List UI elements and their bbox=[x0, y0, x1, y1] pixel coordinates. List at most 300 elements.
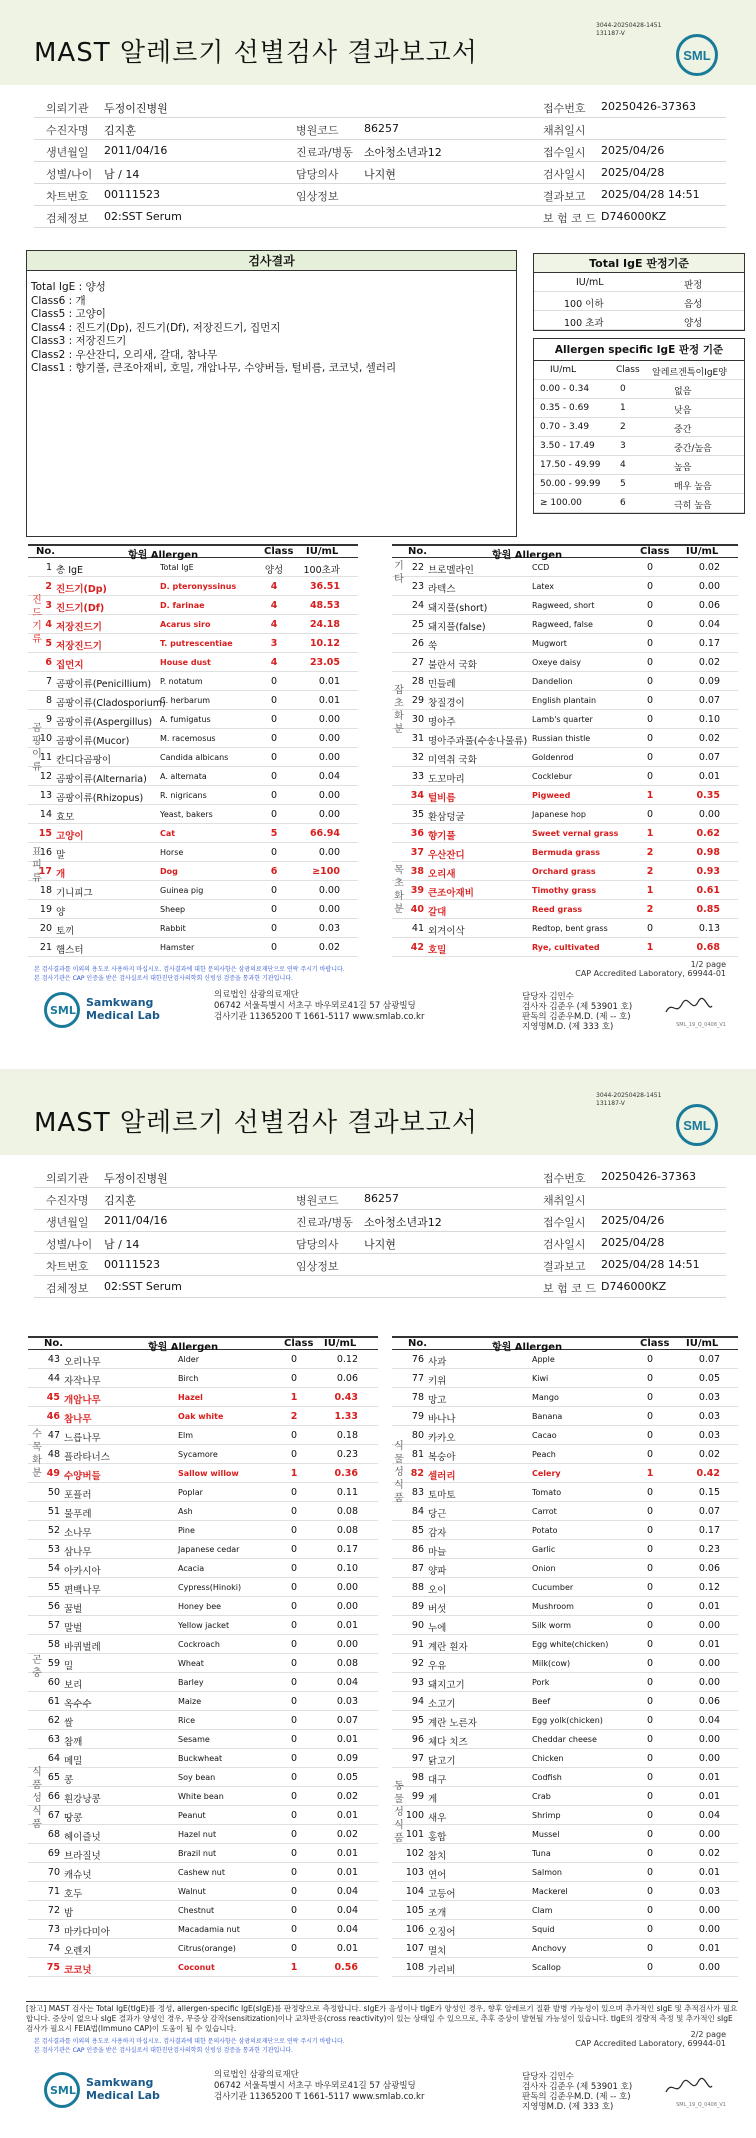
allergen-name-ko: 멸치 bbox=[428, 1946, 447, 1957]
allergen-class: 0 bbox=[290, 1715, 298, 1726]
addr-line: 검사기관 11365200 T 1661-5117 www.smlab.co.kr bbox=[214, 1012, 425, 1022]
allergen-class: 0 bbox=[270, 790, 278, 801]
allergen-no: 77 bbox=[411, 1373, 424, 1384]
allergen-no: 44 bbox=[47, 1373, 60, 1384]
allergen-row bbox=[392, 900, 738, 919]
allergen-no: 50 bbox=[47, 1487, 60, 1498]
allergen-no: 61 bbox=[47, 1696, 60, 1707]
allergen-no: 80 bbox=[411, 1430, 424, 1441]
allergen-iu: 0.09 bbox=[336, 1753, 358, 1764]
group-label: 잡초화분 bbox=[394, 685, 404, 735]
allergen-class: 1 bbox=[290, 1468, 298, 1479]
org-label: 의뢰기관 bbox=[46, 102, 89, 115]
sex-age-value: 남 / 14 bbox=[104, 1238, 140, 1251]
allergen-row bbox=[392, 1540, 738, 1559]
header-allergen: 항원 Allergen bbox=[148, 1342, 219, 1353]
test-date-label: 검사일시 bbox=[543, 1238, 586, 1251]
allergen-name-ko: 양파 bbox=[428, 1566, 447, 1577]
allergen-iu: 0.01 bbox=[698, 771, 720, 782]
allergen-no: 3 bbox=[45, 600, 52, 611]
allergen-name-en: Sweet vernal grass bbox=[532, 829, 619, 838]
page-title: MAST 알레르기 선별검사 결과보고서 bbox=[34, 1108, 478, 1138]
allergen-name-en: Banana bbox=[532, 1412, 563, 1421]
allergen-criteria-title: Allergen specific IgE 판정 기준 bbox=[534, 339, 744, 361]
logo-text: SML bbox=[683, 1117, 711, 1133]
allergen-iu: 0.23 bbox=[336, 1449, 358, 1460]
allergen-name-ko: 곰팡이류(Aspergillus) bbox=[56, 717, 153, 728]
allergen-no: 108 bbox=[405, 1962, 424, 1973]
allergen-name-en: Yellow jacket bbox=[178, 1621, 230, 1630]
criteria-class: 5 bbox=[620, 479, 626, 489]
allergen-iu: 0.01 bbox=[698, 1867, 720, 1878]
allergen-row bbox=[392, 634, 738, 653]
allergen-iu: 0.00 bbox=[318, 885, 340, 896]
allergen-no: 89 bbox=[411, 1601, 424, 1612]
allergen-name-ko: 삼나무 bbox=[64, 1547, 92, 1558]
allergen-class: 0 bbox=[646, 1924, 654, 1935]
allergen-no: 20 bbox=[39, 923, 52, 934]
criteria-row bbox=[534, 475, 744, 494]
allergen-iu: 0.02 bbox=[698, 562, 720, 573]
allergen-name-ko: 밀 bbox=[64, 1661, 74, 1672]
sex-age-label: 성별/나이 bbox=[46, 1238, 93, 1251]
allergen-row bbox=[28, 938, 358, 957]
criteria-class: 1 bbox=[620, 403, 626, 413]
allergen-no: 95 bbox=[411, 1715, 424, 1726]
receipt-no-label: 접수번호 bbox=[543, 102, 586, 115]
note-line: 본 검사기관은 CAP 인증을 받은 검사실로서 대한진단검사의학회 신빙성 검증을 통과한 기관입니다. bbox=[34, 975, 293, 982]
allergen-name-en: D. farinae bbox=[160, 601, 205, 610]
sml-logo-icon bbox=[676, 34, 718, 76]
criteria-range: 0.70 - 3.49 bbox=[540, 422, 590, 432]
allergen-no: 41 bbox=[411, 923, 424, 934]
allergen-class: 6 bbox=[270, 866, 278, 877]
allergen-row bbox=[392, 786, 738, 805]
allergen-no: 55 bbox=[47, 1582, 60, 1593]
allergen-no: 63 bbox=[47, 1734, 60, 1745]
doctor-line: 담당자 김민수 bbox=[522, 2072, 574, 2082]
allergen-name-en: Apple bbox=[532, 1355, 555, 1364]
allergen-name-ko: 보리 bbox=[64, 1680, 83, 1691]
allergen-class: 0 bbox=[646, 1886, 654, 1897]
allergen-iu: 0.00 bbox=[336, 1601, 358, 1612]
receipt-date-value: 2025/04/26 bbox=[601, 1214, 665, 1227]
lab-name-line: Medical Lab bbox=[86, 2089, 160, 2102]
addr-line: 06742 서울특별시 서초구 바우뫼로41길 57 삼광빌딩 bbox=[214, 2081, 416, 2091]
allergen-iu: 48.53 bbox=[309, 600, 340, 611]
doctor-line: 지영명M.D. (제 333 호) bbox=[522, 2102, 614, 2112]
allergen-name-ko: 토끼 bbox=[56, 926, 75, 937]
allergen-no: 21 bbox=[39, 942, 52, 953]
allergen-row bbox=[392, 1616, 738, 1635]
allergen-no: 23 bbox=[411, 581, 424, 592]
doctor-line: 검사자 김준우 (제 53901 호) bbox=[522, 1002, 633, 1012]
allergen-no: 22 bbox=[411, 562, 424, 573]
allergen-row bbox=[392, 1483, 738, 1502]
allergen-iu: 0.15 bbox=[698, 1487, 720, 1498]
allergen-name-en: Latex bbox=[532, 582, 555, 591]
addr-line: 의료법인 삼광의료재단 bbox=[214, 990, 299, 1000]
allergen-row bbox=[28, 1426, 378, 1445]
dept-value: 소아청소년과12 bbox=[364, 146, 442, 159]
logo-text: SML bbox=[50, 1004, 76, 1017]
allergen-name-ko: 물푸레 bbox=[64, 1509, 92, 1520]
allergen-class: 0 bbox=[290, 1506, 298, 1517]
allergen-class: 0 bbox=[646, 1601, 654, 1612]
allergen-no: 54 bbox=[47, 1563, 60, 1574]
allergen-name-ko: 저장진드기 bbox=[56, 622, 102, 633]
allergen-iu: 0.10 bbox=[698, 714, 720, 725]
allergen-row bbox=[28, 1882, 378, 1901]
allergen-no: 37 bbox=[410, 847, 424, 858]
allergen-name-ko: 환삼덩굴 bbox=[428, 812, 465, 823]
version-label: SML_19_Q_0408_V1 bbox=[676, 2102, 726, 2108]
criteria-range: 3.50 - 17.49 bbox=[540, 441, 595, 451]
allergen-iu: 0.62 bbox=[696, 828, 720, 839]
allergen-no: 14 bbox=[39, 809, 52, 820]
allergen-iu: 0.03 bbox=[318, 923, 340, 934]
allergen-row bbox=[392, 1407, 738, 1426]
allergen-name-ko: 카카오 bbox=[428, 1433, 456, 1444]
allergen-class: 0 bbox=[290, 1734, 298, 1745]
lab-name bbox=[86, 2076, 160, 2102]
allergen-iu: 0.06 bbox=[698, 1696, 720, 1707]
allergen-row bbox=[28, 919, 358, 938]
allergen-iu: 0.00 bbox=[698, 809, 720, 820]
allergen-row bbox=[28, 900, 358, 919]
allergen-no: 78 bbox=[411, 1392, 424, 1403]
result-line: Class3 : 저장진드기 bbox=[31, 335, 127, 347]
allergen-iu: 0.00 bbox=[318, 752, 340, 763]
allergen-iu: 0.08 bbox=[336, 1506, 358, 1517]
allergen-name-en: Chicken bbox=[532, 1754, 564, 1763]
allergen-row bbox=[28, 1730, 378, 1749]
allergen-iu: 0.04 bbox=[698, 619, 720, 630]
allergen-name-en: R. nigricans bbox=[160, 791, 207, 800]
allergen-class: 0 bbox=[290, 1639, 298, 1650]
allergen-iu: 0.00 bbox=[698, 1905, 720, 1916]
allergen-iu: 0.06 bbox=[698, 1563, 720, 1574]
allergen-class: 0 bbox=[646, 771, 654, 782]
allergen-row bbox=[392, 881, 738, 900]
allergen-name-ko: 수양버들 bbox=[64, 1471, 101, 1482]
allergen-row bbox=[28, 1350, 378, 1369]
allergen-name-ko: 사과 bbox=[428, 1357, 447, 1368]
allergen-class: 0 bbox=[646, 638, 654, 649]
allergen-row bbox=[392, 729, 738, 748]
allergen-name-ko: 호두 bbox=[64, 1889, 83, 1900]
allergen-row bbox=[28, 691, 358, 710]
allergen-iu: 0.11 bbox=[336, 1487, 358, 1498]
allergen-name-en: Total IgE bbox=[160, 563, 194, 572]
allergen-iu: 100초과 bbox=[303, 565, 340, 576]
allergen-name-ko: 기니피그 bbox=[56, 888, 93, 899]
criteria-range: 50.00 - 99.99 bbox=[540, 479, 601, 489]
allergen-class: 0 bbox=[290, 1886, 298, 1897]
doctor-line: 판독의 김준우M.D. (제 -- 호) bbox=[522, 1012, 631, 1022]
header-class: Class bbox=[640, 546, 670, 557]
allergen-row bbox=[392, 1939, 738, 1958]
allergen-row bbox=[392, 1369, 738, 1388]
allergen-name-ko: 불란서 국화 bbox=[428, 660, 477, 671]
receipt-no-label: 접수번호 bbox=[543, 1172, 586, 1185]
allergen-name-en: Timothy grass bbox=[532, 886, 597, 895]
criteria-row bbox=[534, 399, 744, 418]
allergen-class: 0 bbox=[646, 923, 654, 934]
allergen-name-en: Redtop, bent grass bbox=[532, 924, 608, 933]
criteria-rows bbox=[534, 380, 744, 513]
allergen-class: 3 bbox=[270, 638, 278, 649]
allergen-no: 72 bbox=[47, 1905, 60, 1916]
allergen-name-en: Sycamore bbox=[178, 1450, 218, 1459]
allergen-name-en: Birch bbox=[178, 1374, 199, 1383]
allergen-name-ko: 말 bbox=[56, 850, 66, 861]
allergen-name-ko: 포플러 bbox=[64, 1490, 92, 1501]
allergen-name-ko: 개 bbox=[56, 869, 66, 880]
allergen-iu: 0.85 bbox=[696, 904, 720, 915]
total-ige-criteria-title: Total IgE 판정기준 bbox=[534, 254, 744, 273]
allergen-name-en: Candida albicans bbox=[160, 753, 229, 762]
group-label: 식물성식품 bbox=[394, 1441, 404, 1504]
allergen-class: 0 bbox=[646, 1487, 654, 1498]
allergen-iu: 0.61 bbox=[696, 885, 720, 896]
allergen-name-ko: 메밀 bbox=[64, 1756, 83, 1767]
test-date-value: 2025/04/28 bbox=[601, 166, 665, 179]
allergen-name-ko: 바퀴벌레 bbox=[64, 1642, 101, 1653]
allergen-row bbox=[28, 1502, 378, 1521]
allergen-name-en: Mugwort bbox=[532, 639, 567, 648]
allergen-iu: 0.35 bbox=[696, 790, 720, 801]
allergen-no: 42 bbox=[410, 942, 424, 953]
criteria-level: 중간 bbox=[674, 425, 692, 435]
allergen-class: 1 bbox=[646, 942, 654, 953]
allergen-name-en: Wheat bbox=[178, 1659, 204, 1668]
version-label: SML_19_Q_0408_V1 bbox=[676, 1022, 726, 1028]
allergen-name-en: Mushroom bbox=[532, 1602, 574, 1611]
allergen-class: 0 bbox=[290, 1544, 298, 1555]
allergen-iu: 0.12 bbox=[336, 1354, 358, 1365]
allergen-iu: 0.68 bbox=[696, 942, 720, 953]
group-label: 표피류 bbox=[32, 847, 42, 884]
allergen-no: 74 bbox=[47, 1943, 60, 1954]
allergen-name-en: Oak white bbox=[178, 1412, 224, 1421]
allergen-class: 0 bbox=[290, 1753, 298, 1764]
allergen-name-ko: 마늘 bbox=[428, 1547, 447, 1558]
allergen-row bbox=[392, 1920, 738, 1939]
allergen-row bbox=[28, 1825, 378, 1844]
allergen-name-ko: 브라질넛 bbox=[64, 1851, 101, 1862]
allergen-row bbox=[28, 1407, 378, 1426]
allergen-no: 98 bbox=[411, 1772, 424, 1783]
allergen-class: 0 bbox=[646, 1791, 654, 1802]
allergen-name-ko: 체다 치즈 bbox=[428, 1737, 468, 1748]
allergen-name-en: Pine bbox=[178, 1526, 195, 1535]
allergen-name-en: Rabbit bbox=[160, 924, 186, 933]
allergen-class: 0 bbox=[646, 1810, 654, 1821]
allergen-iu: 0.04 bbox=[698, 1715, 720, 1726]
allergen-class: 4 bbox=[270, 581, 278, 592]
hosp-code-value: 86257 bbox=[364, 1192, 399, 1205]
allergen-row bbox=[392, 1673, 738, 1692]
allergen-no: 84 bbox=[411, 1506, 424, 1517]
allergen-name-en: Silk worm bbox=[532, 1621, 572, 1630]
allergen-name-en: M. racemosus bbox=[160, 734, 216, 743]
allergen-name-ko: 참나무 bbox=[64, 1414, 92, 1425]
allergen-name-ko: 햄스터 bbox=[56, 945, 84, 956]
allergen-name-en: Russian thistle bbox=[532, 734, 591, 743]
doctor-list bbox=[522, 2072, 632, 2112]
allergen-class: 1 bbox=[646, 1468, 654, 1479]
allergen-name-en: CCD bbox=[532, 563, 550, 572]
info-row bbox=[34, 162, 726, 184]
receipt-date-value: 2025/04/26 bbox=[601, 144, 665, 157]
allergen-name-en: Carrot bbox=[532, 1507, 557, 1516]
allergen-name-ko: 명아주 bbox=[428, 717, 456, 728]
allergen-iu: 0.02 bbox=[698, 1449, 720, 1460]
allergen-no: 73 bbox=[47, 1924, 60, 1935]
allergen-no: 56 bbox=[47, 1601, 60, 1612]
allergen-name-en: Hazel nut bbox=[178, 1830, 217, 1839]
header-allergen: 항원 Allergen bbox=[492, 1342, 563, 1353]
allergen-no: 100 bbox=[405, 1810, 424, 1821]
allergen-iu: 0.01 bbox=[336, 1810, 358, 1821]
allergen-row bbox=[28, 672, 358, 691]
birth-value: 2011/04/16 bbox=[104, 1214, 168, 1227]
allergen-name-ko: 돼지풀(short) bbox=[428, 603, 488, 614]
allergen-class: 1 bbox=[646, 885, 654, 896]
allergen-iu: 0.00 bbox=[698, 1734, 720, 1745]
allergen-class: 2 bbox=[290, 1411, 298, 1422]
allergen-row bbox=[28, 748, 358, 767]
allergen-row bbox=[392, 1445, 738, 1464]
allergen-no: 1 bbox=[45, 562, 52, 573]
allergen-iu: 0.01 bbox=[336, 1943, 358, 1954]
criteria-level: 매우 높음 bbox=[674, 482, 712, 492]
allergen-iu: 0.02 bbox=[318, 942, 340, 953]
logo-text: SML bbox=[50, 2084, 76, 2097]
patient-label: 수진자명 bbox=[46, 124, 89, 137]
lab-name-line: Medical Lab bbox=[86, 1009, 160, 1022]
cap-label: CAP Accredited Laboratory, 69944-01 bbox=[575, 2039, 726, 2048]
code-line: 131187-V bbox=[596, 30, 625, 37]
allergen-class: 0 bbox=[290, 1791, 298, 1802]
insurance-label: 보 험 코 드 bbox=[543, 212, 596, 225]
allergen-name-en: Japanese hop bbox=[532, 810, 586, 819]
allergen-class: 0 bbox=[646, 714, 654, 725]
allergen-row bbox=[392, 767, 738, 786]
allergen-name-ko: 가리비 bbox=[428, 1965, 456, 1976]
allergen-name-en: C. herbarum bbox=[160, 696, 211, 705]
criteria-level: 낮음 bbox=[674, 406, 692, 416]
total-ige-criteria bbox=[533, 253, 745, 331]
allergen-name-ko: 향기풀 bbox=[428, 831, 456, 842]
criteria-row bbox=[534, 380, 744, 399]
allergen-name-en: Clam bbox=[532, 1906, 553, 1915]
header-iu: IU/mL bbox=[324, 1338, 357, 1349]
allergen-row bbox=[28, 1635, 378, 1654]
info-row bbox=[34, 1166, 726, 1188]
allergen-iu: 23.05 bbox=[309, 657, 340, 668]
allergen-row bbox=[392, 805, 738, 824]
info-row bbox=[34, 140, 726, 162]
allergen-name-en: Goldenrod bbox=[532, 753, 574, 762]
allergen-name-ko: 마카다미아 bbox=[64, 1927, 110, 1938]
allergen-iu: 0.09 bbox=[698, 676, 720, 687]
allergen-name-en: Potato bbox=[532, 1526, 558, 1535]
allergen-iu: 0.00 bbox=[318, 714, 340, 725]
addr-line: 의료법인 삼광의료재단 bbox=[214, 2070, 299, 2080]
allergen-no: 7 bbox=[45, 676, 52, 687]
allergen-name-ko: 감자 bbox=[428, 1528, 447, 1539]
allergen-no: 2 bbox=[45, 581, 52, 592]
allergen-row bbox=[28, 634, 358, 653]
report-label: 결과보고 bbox=[543, 1260, 586, 1273]
patient-label: 수진자명 bbox=[46, 1194, 89, 1207]
allergen-class: 1 bbox=[646, 790, 654, 801]
allergen-name-ko: 헤이즐넛 bbox=[64, 1832, 101, 1843]
allergen-iu: 0.01 bbox=[336, 1848, 358, 1859]
allergen-iu: 0.08 bbox=[336, 1658, 358, 1669]
doctor-line: 담당자 김민수 bbox=[522, 992, 574, 1002]
allergen-name-ko: 고등어 bbox=[428, 1889, 456, 1900]
criteria-level: 극히 높음 bbox=[674, 501, 712, 511]
result-line: Total IgE : 양성 bbox=[31, 281, 106, 293]
footer-note bbox=[34, 2036, 345, 2054]
allergen-no: 10 bbox=[39, 733, 52, 744]
allergen-name-en: Lamb's quarter bbox=[532, 715, 593, 724]
allergen-name-ko: 창질경이 bbox=[428, 698, 465, 709]
allergen-iu: 0.17 bbox=[698, 638, 720, 649]
result-line: Class6 : 개 bbox=[31, 294, 86, 307]
allergen-class: 0 bbox=[646, 581, 654, 592]
allergen-name-ko: 라텍스 bbox=[428, 584, 456, 595]
table-header bbox=[392, 1336, 738, 1353]
allergen-name-ko: 아카시아 bbox=[64, 1566, 101, 1577]
allergen-name-ko: 오리나무 bbox=[64, 1357, 101, 1368]
allergen-name-en: Rice bbox=[178, 1716, 196, 1725]
allergen-no: 81 bbox=[411, 1449, 424, 1460]
allergen-name-ko: 호밀 bbox=[428, 945, 447, 956]
doctor-line: 지영명M.D. (제 333 호) bbox=[522, 1022, 614, 1032]
allergen-row bbox=[392, 1464, 738, 1483]
allergen-name-ko: 소나무 bbox=[64, 1528, 92, 1539]
doctor-list bbox=[522, 992, 632, 1032]
allergen-class: 0 bbox=[646, 676, 654, 687]
hosp-code-value: 86257 bbox=[364, 122, 399, 135]
criteria-class: 6 bbox=[620, 498, 626, 508]
result-line: Class2 : 우산잔디, 오리새, 갈대, 참나무 bbox=[31, 348, 218, 361]
criteria-row bbox=[534, 311, 744, 330]
allergen-name-en: Cocklebur bbox=[532, 772, 573, 781]
allergen-iu: 0.08 bbox=[336, 1525, 358, 1536]
footer bbox=[34, 990, 726, 1030]
allergen-row bbox=[28, 824, 358, 843]
allergen-class: 4 bbox=[270, 600, 278, 611]
allergen-iu: 0.01 bbox=[318, 676, 340, 687]
header-class: Class bbox=[264, 546, 294, 557]
allergen-row bbox=[392, 919, 738, 938]
allergen-name-en: Yeast, bakers bbox=[160, 810, 213, 819]
receipt-date-label: 접수일시 bbox=[543, 1216, 586, 1229]
criteria-row bbox=[534, 292, 744, 311]
allergen-no: 60 bbox=[47, 1677, 60, 1688]
group-label: 곰팡이류 bbox=[32, 723, 42, 773]
allergen-name-en: Guinea pig bbox=[160, 886, 204, 895]
allergen-class: 0 bbox=[646, 1696, 654, 1707]
allergen-row bbox=[28, 653, 358, 672]
allergen-no: 48 bbox=[47, 1449, 60, 1460]
lab-address bbox=[214, 990, 424, 1023]
